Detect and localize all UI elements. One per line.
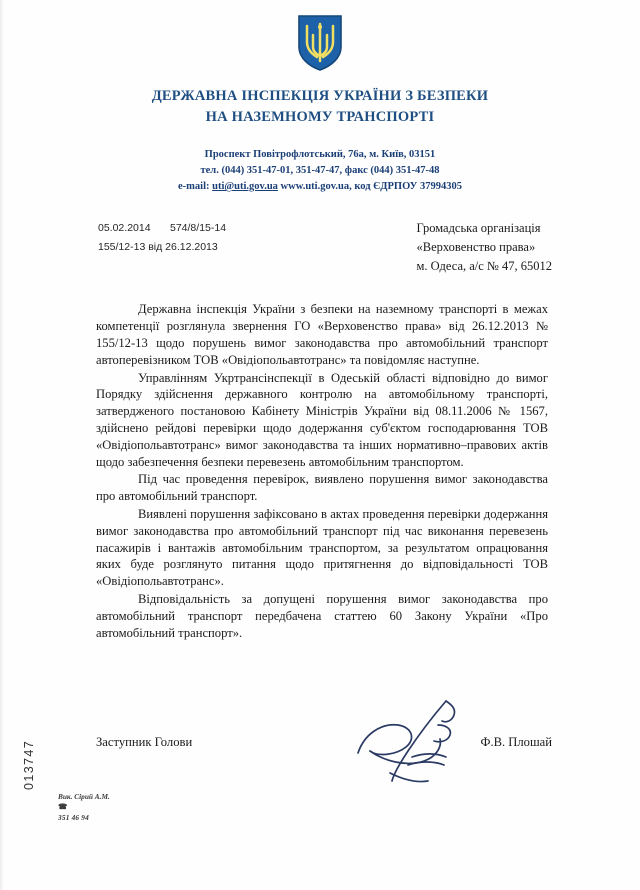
email-label: e-mail:: [178, 181, 213, 193]
email-link[interactable]: uti@uti.gov.ua: [212, 181, 278, 193]
body-paragraph: Державна інспекція України з безпеки на наземному транспорті в межах компетенції розглянула звернення ГО «Верховенство права» від 26.12.2013 № 155/12-13 щодо порушень вимог законодавства про автомобільний транспорт автоперевізником ТОВ «Овідіопольавтотранс» та повідомляє наступне.: [96, 302, 548, 367]
incoming-reference-line: 155/12-13 від 26.12.2013: [98, 241, 218, 254]
executor-name: Вик. Сірий А.М.: [58, 792, 110, 801]
executor-phone: 351 46 94: [58, 813, 89, 822]
executor-note: [58, 792, 110, 823]
registration-number-stamp: 013747: [22, 739, 36, 790]
signature-row: [0, 735, 640, 750]
addressee-line-1: Громадська організація: [416, 221, 541, 236]
letter-body: [0, 301, 640, 641]
scan-edge-shadow: [0, 0, 4, 890]
body-paragraph: Управлінням Укртрансінспекції в Одеській області відповідно до вимог Порядку здійснення державного контролю на автомобільному транспорті, затвердженого постановою Кабінету Міністрів України від 08.11.2006 № 1567, здійснено рейдові перевірки щодо додержання суб'єктом господарювання ТОВ «Овідіопольавтотранс» вимог законодавства та інших нормативно–правових актів щодо забезпечення безпеки перевезень автомобільним транспортом.: [96, 370, 548, 469]
org-title-line-1: ДЕРЖАВНА ІНСПЕКЦІЯ УКРАЇНИ З БЕЗПЕКИ: [151, 88, 489, 104]
addressee-block: [417, 219, 553, 275]
addressee-line-2: «Верховенство права»: [416, 239, 536, 254]
body-paragraph: Виявлені порушення зафіксовано в актах проведення перевірки додержання вимог законодавства про автомобільний транспорт під час виконання перевезень пасажирів і вантажів автомобільним транспортом, за результатом опрацювання яких буде розглянуто питання щодо притягнення до відповідальності ТОВ «Овідіопольавтотранс».: [96, 507, 548, 589]
outgoing-date: 05.02.2014: [98, 222, 151, 235]
addressee-line-3: м. Одеса, а/с № 47, 65012: [416, 258, 552, 273]
organization-title: [0, 86, 640, 127]
reference-and-addressee-row: [0, 219, 640, 275]
postal-address: Проспект Повітрофлотський, 76а, м. Київ, 03151: [204, 149, 436, 161]
ukraine-coat-of-arms-trident-icon: [297, 14, 343, 72]
org-title-line-2: НА НАЗЕМНОМУ ТРАНСПОРТІ: [205, 108, 435, 125]
body-paragraph: Відповідальність за допущені порушення вимог законодавства про автомобільний транспорт передбачена статтею 60 Закону України «Про автомобільний транспорт».: [96, 592, 548, 640]
signer-position: Заступник Голови: [96, 735, 193, 749]
reference-block: [98, 219, 226, 258]
body-paragraph: Під час проведення перевірок, виявлено порушення вимог законодавства про автомобільний транспорт.: [96, 472, 548, 504]
letterhead: [0, 0, 640, 195]
signer-name: Ф.В. Плошай: [480, 735, 552, 749]
website-and-edrpou: www.uti.gov.ua, код ЄДРПОУ 37994305: [277, 181, 462, 193]
phone-icon: ☎: [58, 802, 68, 812]
email-web-line: [0, 179, 640, 195]
outgoing-number: 574/8/15-14: [170, 222, 227, 235]
contact-details: [0, 147, 640, 195]
executor-phone-row: [58, 802, 110, 823]
outgoing-reference-line: [98, 219, 226, 238]
phone-fax-line: тел. (044) 351-47-01, 351-47-47, факс (044) 351-47-48: [200, 165, 440, 177]
